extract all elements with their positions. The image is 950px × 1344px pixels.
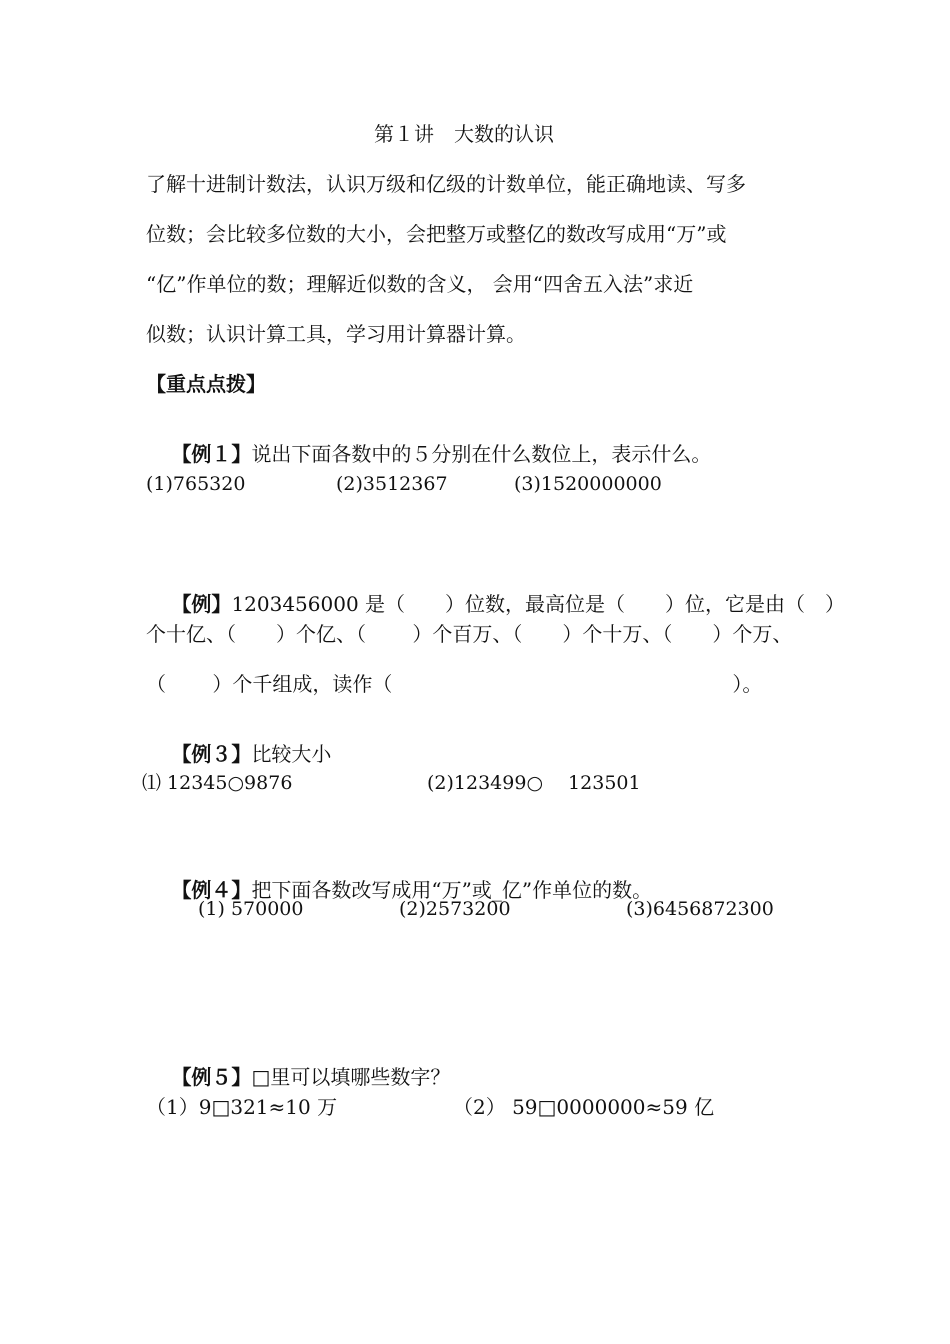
example3-prompt: 比较大小: [251, 742, 332, 766]
example2-label: 【例】: [171, 592, 232, 616]
intro-line-3: “亿”作单位的数；理解近似数的含义， 会用“四舍五入法”求近: [146, 272, 694, 296]
example3-label: 【例３】: [171, 742, 252, 766]
example1-item-2: (2)3512367: [336, 473, 448, 495]
example2-text-1: 1203456000 是（ ）位数，最高位是（ ）位，它是由（ ）: [231, 592, 846, 616]
example5-prompt: □里可以填哪些数字？: [251, 1065, 451, 1089]
intro-line-4: 似数；认识计算工具，学习用计算器计算。: [146, 322, 526, 346]
example5-item-2: （2） 59□0000000≈59 亿: [453, 1095, 715, 1119]
example4-label: 【例４】: [171, 878, 252, 902]
example2-line-3: （ ）个千组成，读作（ ）。: [146, 672, 763, 696]
lesson-title: 第１讲 大数的认识: [374, 122, 554, 146]
intro-line-2: 位数；会比较多位数的大小，会把整万或整亿的数改写成用“万”或: [146, 222, 727, 246]
example1-label: 【例１】: [171, 442, 252, 466]
example1-item-3: (3)1520000000: [514, 473, 662, 495]
example5-label: 【例５】: [171, 1065, 252, 1089]
example4-item-2: (2)2573200: [399, 898, 511, 920]
example4-item-3: (3)6456872300: [626, 898, 774, 920]
example1-prompt: 说出下面各数中的５分别在什么数位上，表示什么。: [251, 442, 712, 466]
example4-item-1: (1) 570000: [198, 898, 304, 920]
example5-item-1: （1）9□321≈10 万: [146, 1095, 338, 1119]
example3-item-1: ⑴ 12345○9876: [142, 772, 293, 794]
key-points-heading: 【重点点拨】: [146, 372, 266, 396]
example4-prompt: 把下面各数改写成用“万”或_亿”作单位的数。: [251, 878, 653, 902]
example3-item-2: (2)123499○ 123501: [427, 772, 641, 794]
intro-line-1: 了解十进制计数法，认识万级和亿级的计数单位，能正确地读、写多: [146, 172, 746, 196]
example1-item-1: (1)765320: [146, 473, 246, 495]
example2-line-2: 个十亿、（ ）个亿、（ ）个百万、（ ）个十万、（ ）个万、: [146, 622, 793, 646]
